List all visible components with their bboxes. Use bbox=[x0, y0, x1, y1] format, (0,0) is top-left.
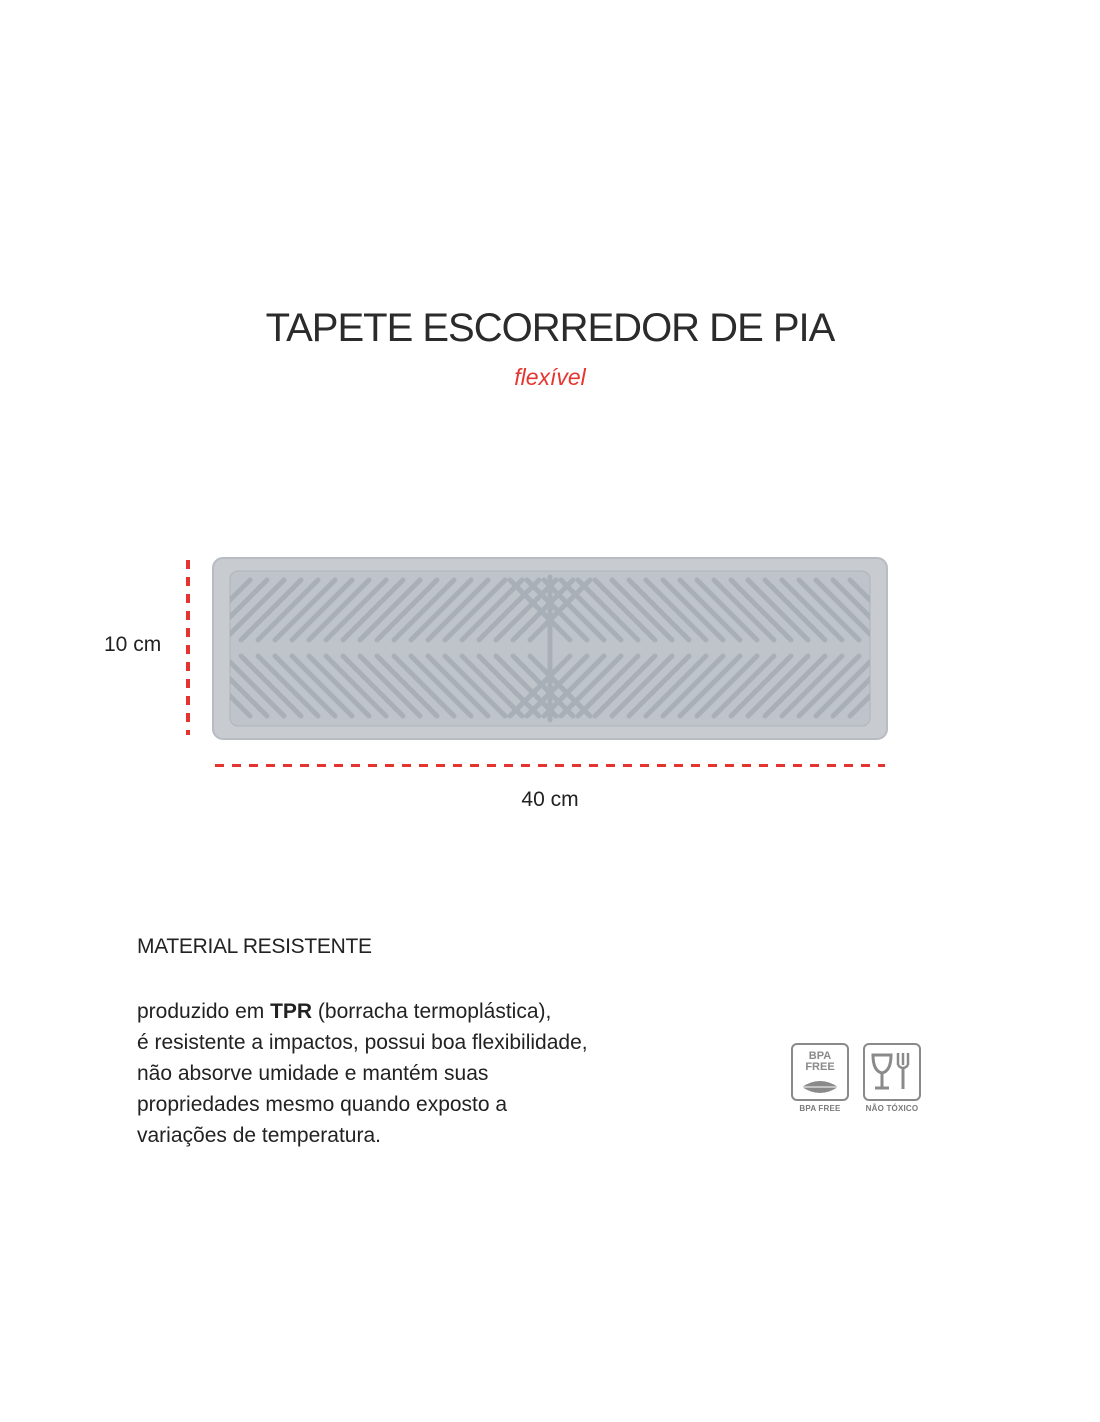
non-toxic-badge bbox=[860, 1043, 924, 1113]
height-dimension-line bbox=[186, 560, 190, 735]
page-title: TAPETE ESCORREDOR DE PIA bbox=[265, 306, 835, 350]
desc-line-4: propriedades mesmo quando exposto a bbox=[137, 1093, 508, 1116]
width-dimension-line bbox=[215, 764, 885, 767]
width-label: 40 cm bbox=[521, 788, 579, 811]
bpa-free-label: BPA FREE bbox=[799, 1104, 841, 1113]
drain-mat-image bbox=[212, 557, 888, 740]
desc-line-2: é resistente a impactos, possui boa flexibilidade, bbox=[137, 1031, 588, 1054]
desc-line-3: não absorve umidade e mantém suas bbox=[137, 1062, 489, 1085]
page-subtitle: flexível bbox=[514, 364, 586, 390]
desc-line-1 bbox=[137, 996, 657, 1027]
material-description bbox=[137, 996, 657, 1151]
non-toxic-box bbox=[863, 1043, 921, 1101]
bpa-free-leaf-icon bbox=[800, 1079, 840, 1095]
desc-line-1-post: (borracha termoplástica), bbox=[312, 1000, 552, 1023]
bpa-text-bottom: FREE bbox=[805, 1061, 835, 1073]
desc-line-1-pre: produzido em bbox=[137, 1000, 271, 1023]
material-heading: MATERIAL RESISTENTE bbox=[137, 935, 372, 958]
glass-fork-icon bbox=[867, 1047, 917, 1097]
bpa-free-box bbox=[791, 1043, 849, 1101]
bpa-free-text bbox=[793, 1051, 847, 1073]
desc-line-5: variações de temperatura. bbox=[137, 1124, 381, 1147]
non-toxic-label: NÃO TÓXICO bbox=[865, 1104, 919, 1113]
bpa-text-top: BPA bbox=[808, 1050, 832, 1062]
height-label: 10 cm bbox=[104, 633, 162, 656]
desc-line-1-bold: TPR bbox=[270, 1000, 313, 1023]
bpa-free-badge bbox=[788, 1043, 852, 1113]
